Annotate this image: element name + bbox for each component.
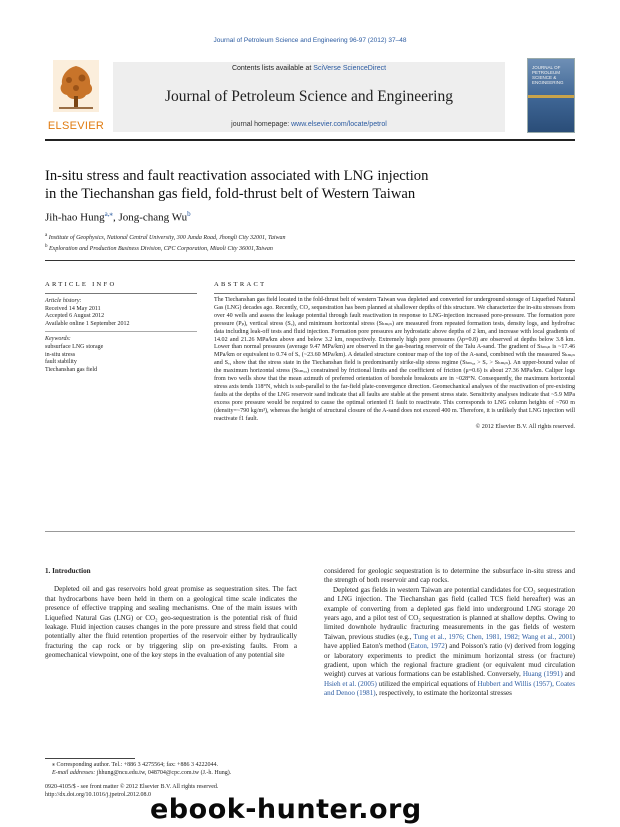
journal-name: Journal of Petroleum Science and Engineering [165,88,453,105]
homepage-prefix: journal homepage: [231,121,292,128]
affiliation-b [45,243,565,254]
keywords-label: Keywords: [45,336,71,343]
affiliation-b-text: Exploration and Production Business Division, CPC Corporation, Miaoli City 36001,Taiwan [47,245,273,252]
watermark: ebook-hunter.org [150,794,422,825]
author-separator: , [112,211,119,224]
journal-homepage-link[interactable]: www.elsevier.com/locate/petrol [291,121,387,128]
email-label: E-mail addresses: [52,769,96,776]
journal-citation: Journal of Petroleum Science and Engineering 96-97 (2012) 37–48 [213,37,407,44]
cover-title: JOURNAL OF PETROLEUM SCIENCE & ENGINEERING [532,65,564,85]
para2-text-e: utilized the empirical equations of [376,679,478,688]
intro-paragraph-2 [324,586,575,699]
masthead-divider [45,139,575,141]
article-info-heading: ARTICLE INFO [45,281,117,288]
citation-link[interactable]: Tung et al., 1976; Chen, 1981, 1982; Wang et al., 2001 [413,632,573,641]
journal-cover-thumbnail [527,58,575,133]
body-column-right [324,567,575,699]
para2-text-d: and [562,670,575,679]
section-heading: 1. Introduction [45,567,91,575]
email-addresses[interactable]: jhhung@ncu.edu.tw, 048704@cpc.com.tw (J.-h. Hung). [95,769,232,776]
corresponding-author: ⁎ Corresponding author. Tel.: +886 3 4275564; fax: +886 3 4222044. [52,762,219,768]
author-2-marks[interactable]: b [187,210,191,218]
history-divider [45,331,197,332]
abstract-heading: ABSTRACT [214,281,267,288]
article-info [45,298,197,374]
body-column-left [45,567,297,661]
received-date: Received 14 May 2011 [45,305,101,312]
keyword: fault stability [45,359,77,366]
abstract-divider [214,293,575,294]
author-1[interactable]: Jih-hao Hung [45,211,105,224]
keyword: in-situ stress [45,351,76,358]
author-2[interactable]: Jong-chang Wu [118,211,188,224]
issn-line: 0920-4105/$ - see front matter © 2012 Elsevier B.V. All rights reserved. [45,784,219,790]
doi-line[interactable]: http://dx.doi.org/10.1016/j.jpetrol.2012.08.0 [45,791,152,798]
affiliation-a-mark: a [45,233,48,238]
sciencedirect-link[interactable]: SciVerse ScienceDirect [313,65,387,72]
online-date: Available online 1 September 2012 [45,320,130,327]
intro-paragraph-continued: considered for geologic sequestration is to determine the subsurface in-situ stress and the strength of both reservoir and cap rocks. [324,567,575,585]
citation-link[interactable]: Huang (1991) [522,670,563,679]
title-line-2: in the Tiechanshan gas field, fold-thrust belt of Western Taiwan [45,186,416,202]
abstract [214,297,575,431]
journal-masthead [45,58,575,136]
copyright-notice: © 2012 Elsevier B.V. All rights reserved. [475,423,575,430]
footnote-divider [45,758,135,759]
para2-text-a: Depleted gas fields in western Taiwan are potential candidates for CO₂ sequestration and LNG injection. The Tiechanshan gas field (called TCS field hereafter) was an example of converting from a depleted gas field into underground LNG storage 20 years ago, and a pilot test of CO₂ sequestration is planned at shallow depths. Owing to limited downhole hydraulic fracturing measurements in the gas fields of western Taiwan, previous studies (e.g., [324,585,575,641]
author-1-marks[interactable]: a,⁎ [104,210,113,218]
title-line-1: In-situ stress and fault reactivation associated with LNG injection [45,168,429,184]
para2-text-f: , respectively, to estimate the horizontal stresses [375,689,512,698]
masthead-band [113,62,505,132]
elsevier-tree-icon [53,60,99,112]
affiliations [45,232,565,253]
article-info-divider [45,293,197,294]
para2-text-c: ) and Poisson's ratio (ν) derived from logging or laboratory experiments to predict the minimum horizontal stress (or fracture) gradient, upon which the regional fracture gradient (or equivalent mud circulation weight) curves at various formations can be established. Conversely, [324,642,576,679]
intro-paragraph-1: Depleted oil and gas reservoirs hold great promise as sequestration sites. The fact that hydrocarbons have been held in them on a geological time scale indicates the presence of effective trapping and sealing mechanisms. One of the main issues with Liquefied Natural Gas (LNG) or CO₂ geo-sequestration is the potential risk of fluid leakage. Fluid injection causes changes in the pore pressure and stress field that could potentially alter the fluid retention properties of the reservoir either by hydraulically fracturing the cap rock or by triggering slip on pre-existing faults. From a geomechanical viewpoint, one of the key steps in the evaluation of any potential site [45,585,297,660]
affiliation-b-mark: b [45,243,48,249]
citation-link[interactable]: Hubbert and Willis (1957), Coates and Denoo (1981) [324,679,576,698]
author-list [45,210,191,224]
citation-link[interactable]: Hsieh et al. (2005) [324,679,377,688]
affiliation-a-text: Institute of Geophysics, National Central University, 300 Junda Road, Jhongli City 32001, Taiwan [47,235,286,241]
abstract-bottom-divider [45,531,575,532]
article-title [45,167,565,203]
affiliation-a [45,232,565,243]
contents-line [113,65,505,72]
header-divider [45,260,575,261]
elsevier-logo [45,60,107,134]
contents-prefix: Contents lists available at [231,65,314,72]
keyword: subsurface LNG storage [45,343,104,350]
abstract-text: The Tiechanshan gas field located in the fold-thrust belt of western Taiwan was depleted and converted for underground storage of Liquefied Natural Gas (LNG) decades ago. Recently, CO₂ sequestration has been planned at shallower depths of this structure. We characterize the in-situ stresses from over 40 wells and assess the leakage potential through fault reactivation in response to LNG-injection increased pore-pressure. The formation pore pressure (Pₚ), vertical stress (Sᵥ), and minimum horizontal stress (Sₕₘᵢₙ) are measured from repeated formation tests, density logs, and hydrofrac data including leak-off tests and fluid injection. Formation pore pressures are hydrostatic above depths of 2 km, and increase with local gradients of 14.02 and 21.26 MPa/km above and below 3.2 km, respectively. Extremely high pore pressures (λp=0.8) are observed at depths below 3.8 km. Lower than normal pressures (average 9.47 MPa/km) are observed in the gas-bearing reservoir of the Talu A-sand. The gradient of Sₕₘᵢₙ is ~17.46 MPa/km or equivalent to 0.74 of Sᵥ (~23.60 MPa/km). A detailed structure contour map of the top of the A-sand, combined with the measured Sₕₘᵢₙ and Sᵥ, show that the stress state in the Tiechanshan field is predominantly strike-slip stress regime (Sₕₘₐₓ > Sᵥ > Sₕₘᵢₙ). An upper-bound value of the maximum horizontal stress (Sₕₘₐₓ) constrained by frictional limits and the coefficient of friction (μ=0.6) is about 27.36 MPa/km. Caliper logs from two wells show that the mean azimuth of preferred orientation of borehole breakouts are in ~028°N. Consequently, the maximum horizontal stress axis tends 118°N, which is sub-parallel to the far-field plate-convergence direction. Geomechanical analyses of the reactivation of pre-existing faults at the depths of the LNG reservoir sand indicate that all faults are stable at the present stress state. Sensitivity analyses indicate that ~5.9 MPa excess pore pressure would be required to cause the optimal oriented f1 fault to reactivate. This corresponds to LNG column heights of ~760 m (density=~790 kg/m³), whereas the height of structural closure of the A-sand does not exceed 400 m. Therefore, it is unlikely that LNG injection will reactivate f1 fault. [214,297,575,422]
history-label: Article history: [45,298,82,304]
email-line [52,770,297,778]
para2-text-b: ) have applied Eaton's method ( [324,632,576,651]
accepted-date: Accepted 6 August 2012 [45,313,105,320]
citation-link[interactable]: Eaton, 1972 [410,642,445,651]
elsevier-wordmark: ELSEVIER [47,120,105,132]
footnote [52,762,297,778]
cover-stripe [528,95,574,98]
keyword: Tiechanshan gas field [45,366,98,373]
homepage-line [113,121,505,128]
